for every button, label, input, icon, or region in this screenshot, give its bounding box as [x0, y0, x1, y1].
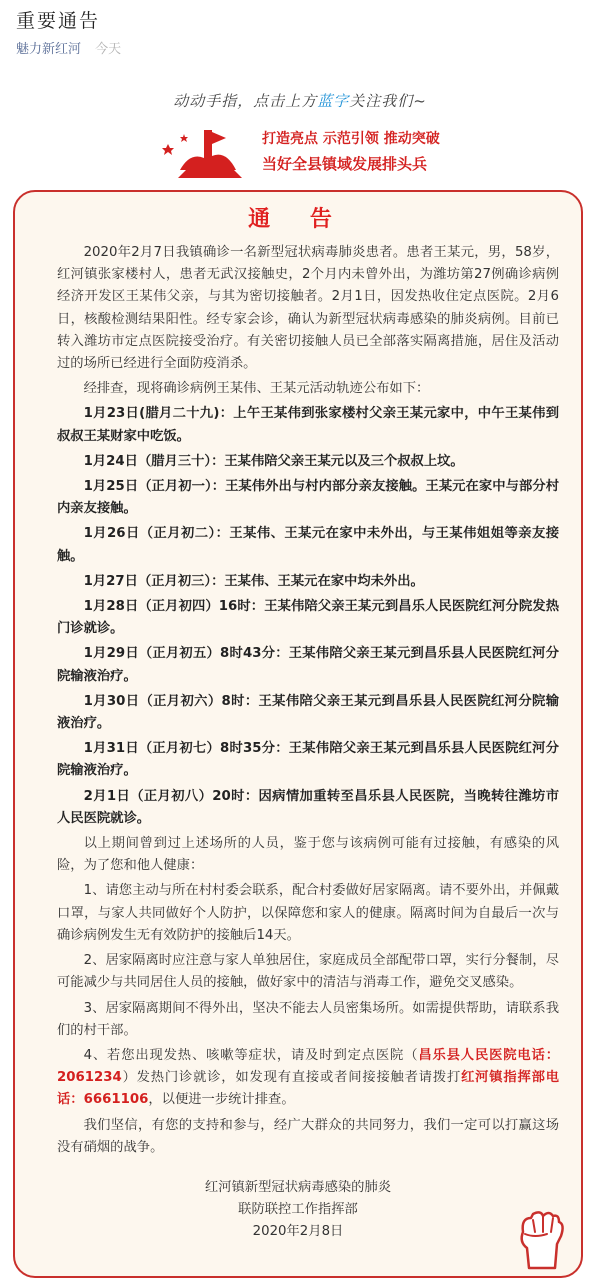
signature-org-line-2: 联防联控工作指挥部: [238, 1202, 358, 1217]
slogan-line-2: 当好全县镇域发展排头兵: [262, 155, 428, 173]
follow-suffix: 关注我们~: [349, 92, 427, 110]
advice-4-text: 4、若您出现发热、咳嗽等症状，请及时到定点医院（: [83, 1047, 419, 1063]
timeline-item: 1月25日（正月初一）：王某伟外出与村内部分亲友接触。王某元在家中与部分村内亲友接触。: [57, 479, 559, 517]
timeline-item: 1月26日（正月初二）：王某伟、王某元在家中未外出，与王某伟姐姐等亲友接触。: [57, 526, 559, 564]
signature-org-line-1: 红河镇新型冠状病毒感染的肺炎: [204, 1180, 392, 1195]
timeline-item: 1月23日(腊月二十九)：上午王某伟到张家楼村父亲王某元家中，中午王某伟到叔叔王某财家中吃饭。: [57, 406, 559, 444]
advice-item-3: 3、居家隔离期间不得外出，坚决不能去人员密集场所。如需提供帮助，请联系我们的村干部。: [57, 1000, 559, 1038]
timeline-item: 1月29日（正月初五）8时43分：王某伟陪父亲王某元到昌乐县人民医院红河分院输液治疗。: [57, 646, 559, 684]
article-title: 重要通告: [16, 10, 101, 32]
raised-fist-icon: [513, 1208, 567, 1270]
article-meta: [16, 38, 121, 57]
timeline-item: 2月1日（正月初八）20时：因病情加重转至昌乐县人民医院，当晚转往潍坊市人民医院就诊。: [57, 788, 559, 826]
follow-highlight: 蓝字: [317, 92, 350, 110]
advice-item-4: [57, 1045, 559, 1112]
advice-item-2: 2、居家隔离时应注意与家人单独居住，家庭成员全部配带口罩，实行分餐制，尽可能减少与共同居住人员的接触，做好家中的清洁与消毒工作，避免交叉感染。: [57, 953, 559, 991]
follow-prompt: [0, 90, 600, 111]
slogan-banner: [160, 122, 460, 182]
publish-date: 今天: [95, 42, 122, 57]
notice-body: [57, 242, 559, 1159]
intro-paragraph: 2020年2月7日我镇确诊一名新型冠状病毒肺炎患者。患者王某元，男，58岁，红河镇张家楼村人，患者无武汉接触史，2个月内未曾外出，为潍坊第27例确诊病例经济开发区王某伟父亲，与其为密切接触者。2月1日，因发热收住定点医院。2月6日，核酸检测结果阳性。经专家会诊，确认为新型冠状病毒感染的肺炎病例。目前已转入潍坊市定点医院接受治疗。有关密切接触人员已全部落实隔离措施，居住及活动过的场所已经进行全面防疫消杀。: [57, 245, 559, 372]
timeline-item: 1月28日（正月初四）16时：王某伟陪父亲王某元到昌乐人民医院红河分院发热门诊就诊。: [57, 599, 559, 637]
advice-4-text: ，以便进一步统计排查。: [148, 1092, 295, 1108]
advice-4-text: ）发热门诊就诊，如发现有直接或者间接接触者请拨打: [121, 1070, 462, 1086]
hospital-phone: 昌乐县人民医院电话：2061234: [57, 1047, 560, 1086]
timeline-item: 1月24日（腊月三十）：王某伟陪父亲王某元以及三个叔叔上坟。: [83, 453, 464, 469]
signature-block: [15, 1177, 581, 1243]
command-phone: 红河镇指挥部电话：6661106: [57, 1070, 560, 1108]
advice-intro: 以上期间曾到过上述场所的人员，鉴于您与该病例可能有过接触，有感染的风险，为了您和他人健康：: [57, 836, 559, 874]
notice-heading: 通 告: [248, 207, 348, 232]
follow-prefix: 动动手指，点击上方: [173, 92, 318, 110]
closing-paragraph: 我们坚信，有您的支持和参与，经广大群众的共同努力，我们一定可以打赢这场没有硝烟的战争。: [57, 1117, 559, 1155]
timeline-item: 1月30日（正月初六）8时：王某伟陪父亲王某元到昌乐县人民医院红河分院输液治疗。: [57, 693, 559, 732]
monument-icon: [160, 122, 256, 182]
timeline-item: 1月27日（正月初三）：王某伟、王某元在家中均未外出。: [83, 573, 424, 589]
trace-intro: 经排查，现将确诊病例王某伟、王某元活动轨迹公布如下：: [83, 381, 430, 397]
advice-item-1: 1、请您主动与所在村村委会联系，配合村委做好居家隔离。请不要外出，并佩戴口罩，与家人共同做好个人防护，以保障您和家人的健康。隔离时间为自最后一次与确诊病例发生无有效防护的接触后14天。: [57, 883, 559, 943]
notice-panel: [13, 190, 583, 1278]
signature-date: 2020年2月8日: [252, 1224, 344, 1239]
source-account-link[interactable]: 魅力新红河: [16, 42, 82, 57]
timeline-item: 1月31日（正月初七）8时35分：王某伟陪父亲王某元到昌乐县人民医院红河分院输液治疗。: [57, 741, 559, 779]
slogan-line-1: 打造亮点 示范引领 推动突破: [262, 131, 440, 147]
